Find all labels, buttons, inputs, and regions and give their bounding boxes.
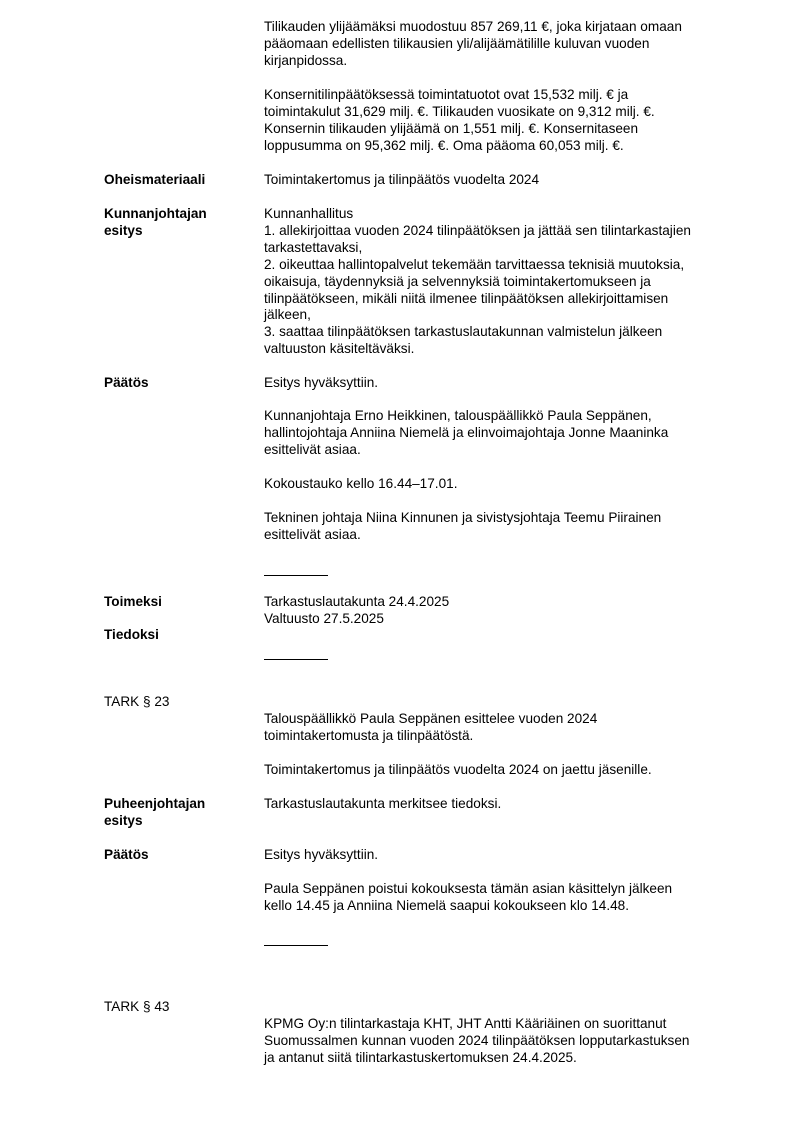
- text-line: jälkeen,: [264, 307, 311, 323]
- oheismateriaali-label: Oheismateriaali: [104, 172, 206, 187]
- toimeksi-label: Toimeksi: [104, 594, 162, 609]
- text-line: Kunnanhallitus: [264, 206, 354, 221]
- kunnanjohtajan-esitys-text: [264, 206, 691, 358]
- text-line: Tekninen johtaja Niina Kinnunen ja sivistysjohtaja Teemu Piirainen: [264, 510, 662, 525]
- text-line: hallintojohtaja Anniina Niemelä ja elinvoimajohtaja Jonne Maaninka: [264, 424, 669, 440]
- text-line: 3. saattaa tilinpäätöksen tarkastuslautakunnan valmistelun jälkeen: [264, 324, 663, 340]
- puheenjohtajan-esitys-label: [104, 796, 205, 830]
- text-line: Paula Seppänen poistui kokouksesta tämän asian käsittelyn jälkeen: [264, 881, 673, 896]
- paatos-decision: Esitys hyväksyttiin.: [264, 847, 379, 862]
- label-line: esitys: [104, 222, 143, 238]
- text-line: kirjanpidossa.: [264, 52, 348, 68]
- tark-43-reference: TARK § 43: [104, 999, 170, 1014]
- text-line: ja antanut siitä tilintarkastuskertomuksen 24.4.2025.: [264, 1049, 577, 1065]
- oheismateriaali-text: Toimintakertomus ja tilinpäätös vuodelta 2024: [264, 172, 540, 187]
- paatos-decision: Esitys hyväksyttiin.: [264, 375, 379, 390]
- intro-paragraph-2: [264, 87, 655, 155]
- text-line: Konsernin tilikauden ylijäämä on 1,551 milj. €. Konsernitaseen: [264, 120, 639, 136]
- text-line: esittelivät asiaa.: [264, 526, 361, 542]
- text-line: Tarkastuslautakunta 24.4.2025: [264, 594, 450, 609]
- text-line: loppusumma on 95,362 milj. €. Oma pääoma 60,053 milj. €.: [264, 137, 624, 153]
- label-line: Puheenjohtajan: [104, 796, 206, 811]
- section-rule: [264, 659, 328, 660]
- text-line: KPMG Oy:n tilintarkastaja KHT, JHT Antti Kääriäinen on suorittanut: [264, 1016, 667, 1031]
- text-line: Talouspäällikkö Paula Seppänen esittelee vuoden 2024: [264, 711, 598, 726]
- text-line: pääomaan edellisten tilikausien yli/alijäämätilille kuluvan vuoden: [264, 35, 650, 51]
- text-line: Kunnanjohtaja Erno Heikkinen, talouspäällikkö Paula Seppänen,: [264, 408, 652, 423]
- paatos-paragraph-2: Kokoustauko kello 16.44–17.01.: [264, 476, 458, 491]
- text-line: esittelivät asiaa.: [264, 441, 361, 457]
- tark-23-paragraph-2: Toimintakertomus ja tilinpäätös vuodelta 2024 on jaettu jäsenille.: [264, 762, 652, 777]
- text-line: valtuuston käsiteltäväksi.: [264, 341, 415, 357]
- text-line: toimintakertomusta ja tilinpäätöstä.: [264, 727, 474, 743]
- text-line: Suomussalmen kunnan vuoden 2024 tilinpäätöksen lopputarkastuksen: [264, 1032, 690, 1048]
- text-line: Valtuusto 27.5.2025: [264, 610, 384, 626]
- text-line: 1. allekirjoittaa vuoden 2024 tilinpäätöksen ja jättää sen tilintarkastajien: [264, 222, 691, 238]
- paatos-paragraph-3: [264, 510, 661, 544]
- paatos-paragraph-1: [264, 408, 668, 459]
- tiedoksi-label: Tiedoksi: [104, 627, 159, 642]
- paatos-paragraph-1: [264, 881, 672, 915]
- label-line: esitys: [104, 812, 143, 828]
- tark-23-reference: TARK § 23: [104, 694, 170, 709]
- puheenjohtajan-esitys-text: Tarkastuslautakunta merkitsee tiedoksi.: [264, 796, 502, 811]
- text-line: 2. oikeuttaa hallintopalvelut tekemään tarvittaessa teknisiä muutoksia,: [264, 256, 685, 272]
- label-line: Kunnanjohtajan: [104, 206, 207, 221]
- tark-43-paragraph-1: [264, 1016, 689, 1067]
- paatos-label: Päätös: [104, 375, 149, 390]
- tark-23-paragraph-1: [264, 711, 597, 745]
- text-line: kello 14.45 ja Anniina Niemelä saapui kokoukseen klo 14.48.: [264, 897, 630, 913]
- intro-paragraph-1: [264, 19, 682, 70]
- text-line: Konsernitilinpäätöksessä toimintatuotot ovat 15,532 milj. € ja: [264, 87, 629, 102]
- paatos-label: Päätös: [104, 847, 149, 862]
- text-line: oikaisuja, täydennyksiä ja selvennyksiä toimintakertomukseen ja: [264, 273, 651, 289]
- section-rule: [264, 945, 328, 946]
- kunnanjohtajan-esitys-label: [104, 206, 207, 240]
- text-line: Tilikauden ylijäämäksi muodostuu 857 269,11 €, joka kirjataan omaan: [264, 19, 682, 34]
- section-rule: [264, 575, 328, 576]
- text-line: toimintakulut 31,629 milj. €. Tilikauden vuosikate on 9,312 milj. €.: [264, 103, 655, 119]
- toimeksi-text: [264, 594, 449, 628]
- text-line: tarkastettavaksi,: [264, 239, 363, 255]
- text-line: tilinpäätökseen, mikäli niitä ilmenee tilinpäätöksen allekirjoittamisen: [264, 290, 669, 306]
